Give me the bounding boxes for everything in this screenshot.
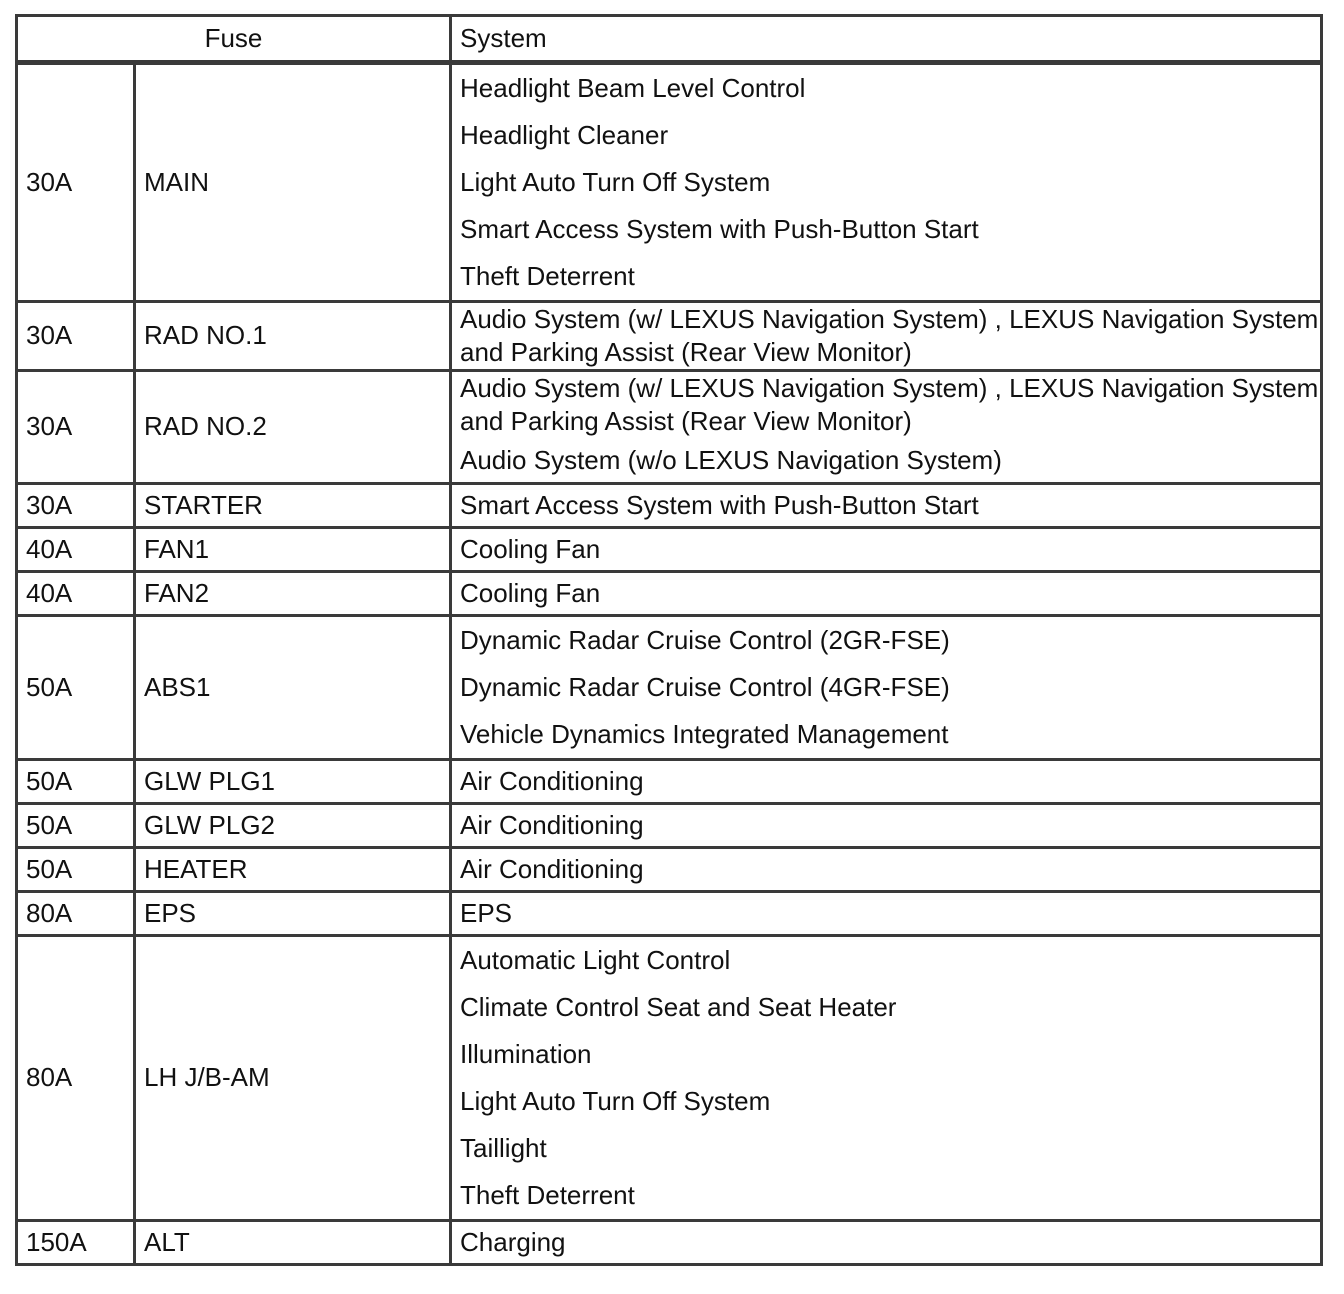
system-item: Audio System (w/ LEXUS Navigation System) , LEXUS Navigation System and Parking Assist (Rear View Monitor) xyxy=(460,304,1319,367)
system-item: Automatic Light Control xyxy=(460,945,731,975)
table-row xyxy=(17,572,1322,616)
system-item: Vehicle Dynamics Integrated Management xyxy=(460,719,949,749)
fuse-amperage: 40A xyxy=(17,528,135,572)
system-item: Smart Access System with Push-Button Start xyxy=(451,484,1322,528)
system-item: Climate Control Seat and Seat Heater xyxy=(460,992,897,1022)
table-row xyxy=(17,63,1322,302)
fuse-name: GLW PLG1 xyxy=(135,760,451,804)
system-item: Light Auto Turn Off System xyxy=(460,1086,771,1116)
fuse-name: GLW PLG2 xyxy=(135,804,451,848)
fuse-amperage: 30A xyxy=(17,302,135,371)
table-row xyxy=(17,804,1322,848)
system-cell xyxy=(451,63,1322,302)
system-item: Air Conditioning xyxy=(451,804,1322,848)
table-row xyxy=(17,848,1322,892)
system-item: Air Conditioning xyxy=(451,848,1322,892)
system-item: Smart Access System with Push-Button Start xyxy=(460,214,979,244)
fuse-amperage: 30A xyxy=(17,484,135,528)
fuse-name: FAN1 xyxy=(135,528,451,572)
system-cell xyxy=(451,616,1322,760)
fuse-name: ALT xyxy=(135,1221,451,1265)
system-item: Audio System (w/o LEXUS Navigation System) xyxy=(460,445,1002,475)
system-item: Audio System (w/ LEXUS Navigation System) , LEXUS Navigation System and Parking Assist (Rear View Monitor) xyxy=(460,373,1319,436)
fuse-table xyxy=(15,14,1323,1266)
fuse-name: EPS xyxy=(135,892,451,936)
fuse-amperage: 80A xyxy=(17,936,135,1221)
fuse-name: ABS1 xyxy=(135,616,451,760)
system-item: Theft Deterrent xyxy=(460,261,635,291)
system-item: Dynamic Radar Cruise Control (2GR-FSE) xyxy=(460,625,950,655)
table-row xyxy=(17,892,1322,936)
system-item: Air Conditioning xyxy=(451,760,1322,804)
system-item: Illumination xyxy=(460,1039,592,1069)
fuse-amperage: 30A xyxy=(17,371,135,484)
system-cell xyxy=(451,302,1322,371)
fuse-name: HEATER xyxy=(135,848,451,892)
table-row xyxy=(17,484,1322,528)
fuse-name: LH J/B-AM xyxy=(135,936,451,1221)
system-item: EPS xyxy=(451,892,1322,936)
fuse-amperage: 80A xyxy=(17,892,135,936)
system-item: Charging xyxy=(451,1221,1322,1265)
fuse-amperage: 50A xyxy=(17,760,135,804)
fuse-name: STARTER xyxy=(135,484,451,528)
table-row xyxy=(17,616,1322,760)
system-cell xyxy=(451,371,1322,484)
fuse-name: RAD NO.2 xyxy=(135,371,451,484)
table-row xyxy=(17,760,1322,804)
fuse-amperage: 50A xyxy=(17,848,135,892)
system-item: Light Auto Turn Off System xyxy=(460,167,771,197)
table-row xyxy=(17,302,1322,371)
system-item: Cooling Fan xyxy=(451,572,1322,616)
fuse-amperage: 150A xyxy=(17,1221,135,1265)
table-row xyxy=(17,1221,1322,1265)
fuse-amperage: 40A xyxy=(17,572,135,616)
fuse-amperage: 30A xyxy=(17,63,135,302)
table-header-row xyxy=(17,16,1322,63)
system-item: Headlight Cleaner xyxy=(460,120,669,150)
table-row xyxy=(17,371,1322,484)
fuse-name: RAD NO.1 xyxy=(135,302,451,371)
system-cell xyxy=(451,936,1322,1221)
fuse-amperage: 50A xyxy=(17,804,135,848)
table-row xyxy=(17,528,1322,572)
fuse-name: FAN2 xyxy=(135,572,451,616)
header-system: System xyxy=(451,16,1322,63)
system-item: Theft Deterrent xyxy=(460,1180,635,1210)
header-fuse: Fuse xyxy=(17,16,451,63)
system-item: Headlight Beam Level Control xyxy=(460,73,806,103)
fuse-name: MAIN xyxy=(135,63,451,302)
system-item: Cooling Fan xyxy=(451,528,1322,572)
system-item: Taillight xyxy=(460,1133,547,1163)
table-row xyxy=(17,936,1322,1221)
system-item: Dynamic Radar Cruise Control (4GR-FSE) xyxy=(460,672,950,702)
fuse-amperage: 50A xyxy=(17,616,135,760)
